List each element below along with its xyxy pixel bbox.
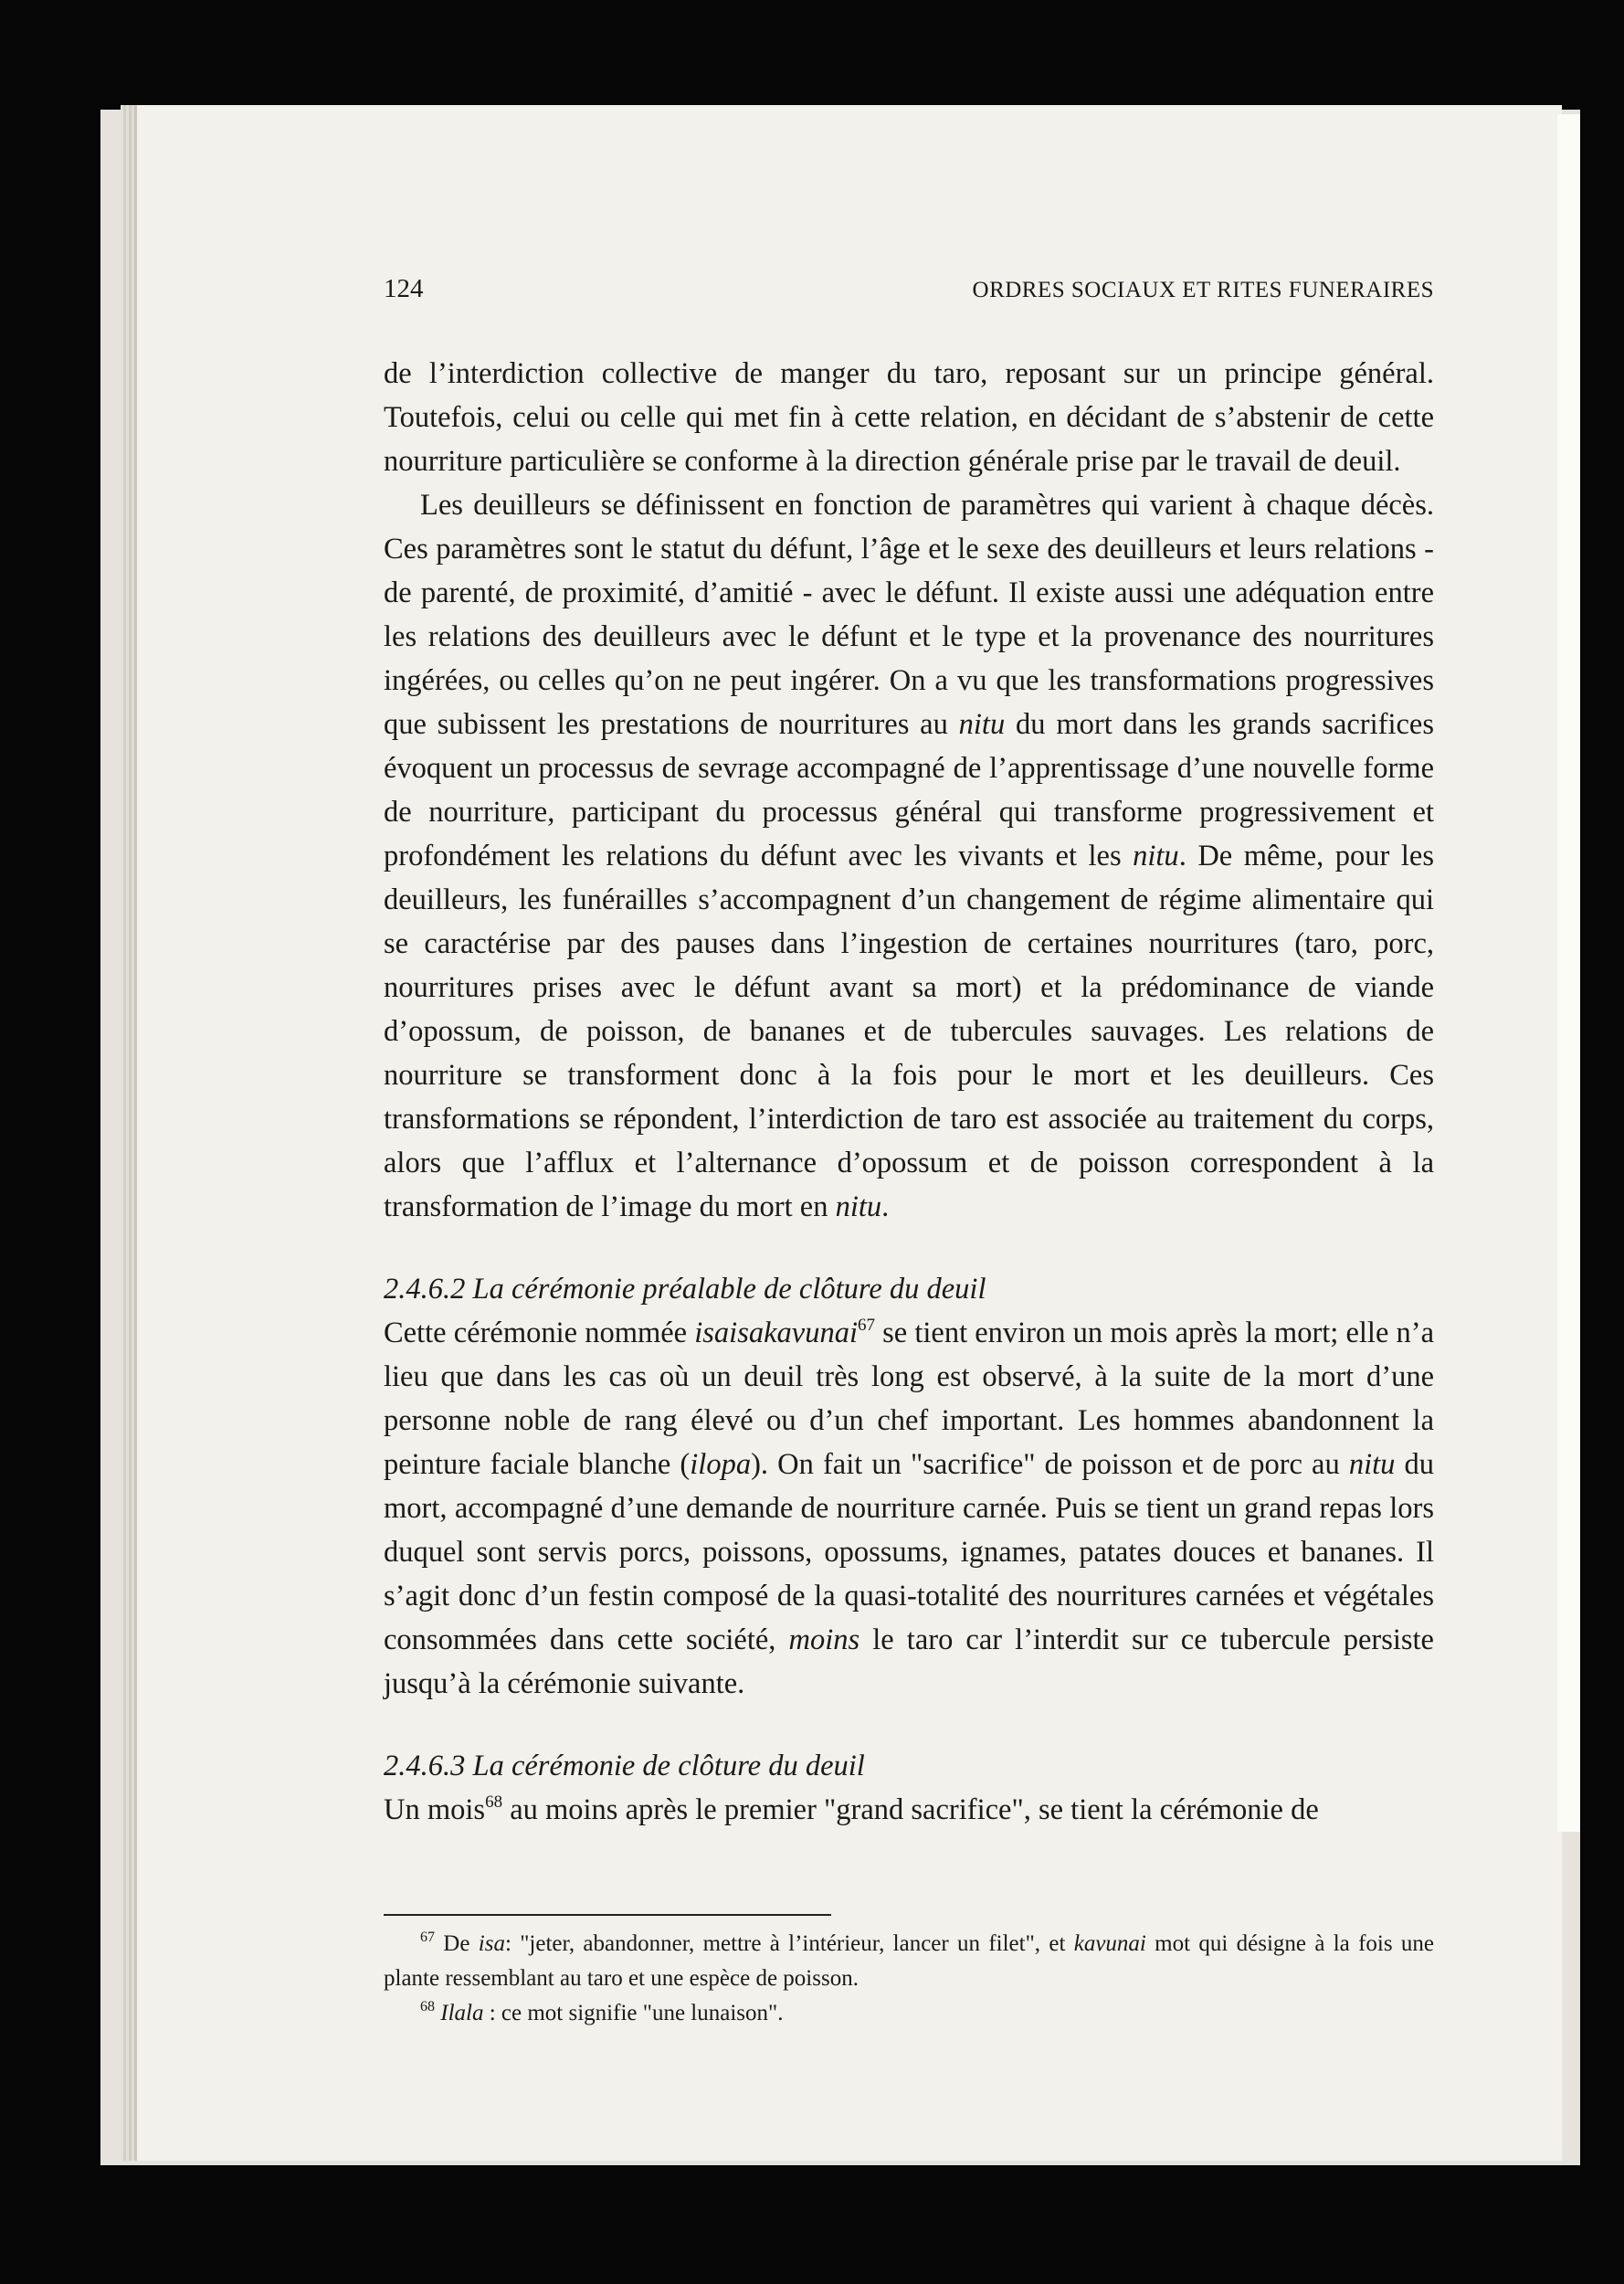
- footnote-ref-68: 68: [485, 1792, 503, 1812]
- footnote-68: $^{68}$ Ilala : ce mot signifie "une lunaison".: [420, 1999, 784, 2025]
- paragraph-3: Cette cérémonie nommée isaisakavunai$^{67}$ se tient environ un mois après la mort; elle n’a lieu que dans les cas où un deuil très long est observé, à la suite de la mort d’une personne noble de rang élevé ou d’un chef important. Les hommes abandonnent la peinture faciale blanche (ilopa). On fait un "sacrifice" de poisson et de porc au nitu du mort, accompagné d’une demande de nourriture carnée. Puis se tient un grand repas lors duquel sont servis porcs, poissons, opossums, ignames, patates douces et bananes. Il s’agit donc d’un festin composé de la quasi-totalité des nourritures carnées et végétales consommées dans cette société, moins le taro car l’interdit sur ce tubercule persiste jusqu’à la cérémonie suivante.: [384, 1316, 1435, 1700]
- page-number: 124: [384, 274, 424, 303]
- page-content: [384, 274, 1434, 2031]
- paragraph-2: Les deuilleurs se définissent en fonction de paramètres qui varient à chaque décès. Ces paramètres sont le statut du défunt, l’âge et le sexe des deuilleurs et leurs relations - de parenté, de proximité, d’amitié - avec le défunt. Il existe aussi une adéquation entre les relations des deuilleurs avec le défunt et le type et la provenance des nourritures ingérées, ou celles qu’on ne peut ingérer. On a vu que les transformations progressives que subissent les prestations de nourritures au nitu du mort dans les grands sacrifices évoquent un processus de sevrage accompagné de l’apprentissage d’une nouvelle forme de nourriture, participant du processus général qui transforme progressivement et profondément les relations du défunt avec les vivants et les nitu. De même, pour les deuilleurs, les funérailles s’accompagnent d’un changement de régime alimentaire qui se caractérise par des pauses dans l’ingestion de certaines nourritures (taro, porc, nourritures prises avec le défunt avant sa mort) et la prédominance de viande d’opossum, de poisson, de bananes et de tubercules sauvages. Les relations de nourriture se transforment donc à la fois pour le mort et les deuilleurs. Ces transformations se répondent, l’interdiction de taro est associée au traitement du corps, alors que l’afflux et l’alternance d’opossum et de poisson correspondent à la transformation de l’image du mort en nitu.: [384, 489, 1434, 1223]
- running-head: ORDRES SOCIAUX ET RITES FUNERAIRES: [972, 278, 1434, 302]
- footnote-rule: [384, 1914, 831, 1916]
- facing-page-edge: [1557, 114, 1580, 1832]
- footnote-ref-67: 67: [857, 1316, 875, 1335]
- section-heading-2-4-6-2: 2.4.6.2 La cérémonie préalable de clôture du deuil: [384, 1273, 986, 1306]
- paragraph-4: Un mois$^{68}$ au moins après le premier "grand sacrifice", se tient la cérémonie de: [384, 1792, 1319, 1826]
- footnote-67: $^{67}$ De isa: "jeter, abandonner, mettre à l’intérieur, lancer un filet", et kavunai mot qui désigne à la fois une plante ressemblant au taro et une espèce de poisson.: [384, 1930, 1434, 1991]
- paragraph-1: de l’interdiction collective de manger du taro, reposant sur un principe général. Toutefois, celui ou celle qui met fin à cette relation, en décidant de s’abstenir de cette nourriture particulière se conforme à la direction générale prise par le travail de deuil.: [384, 357, 1434, 478]
- page-header: [384, 274, 1434, 304]
- section-heading-2-4-6-3: 2.4.6.3 La cérémonie de clôture du deuil: [384, 1750, 865, 1782]
